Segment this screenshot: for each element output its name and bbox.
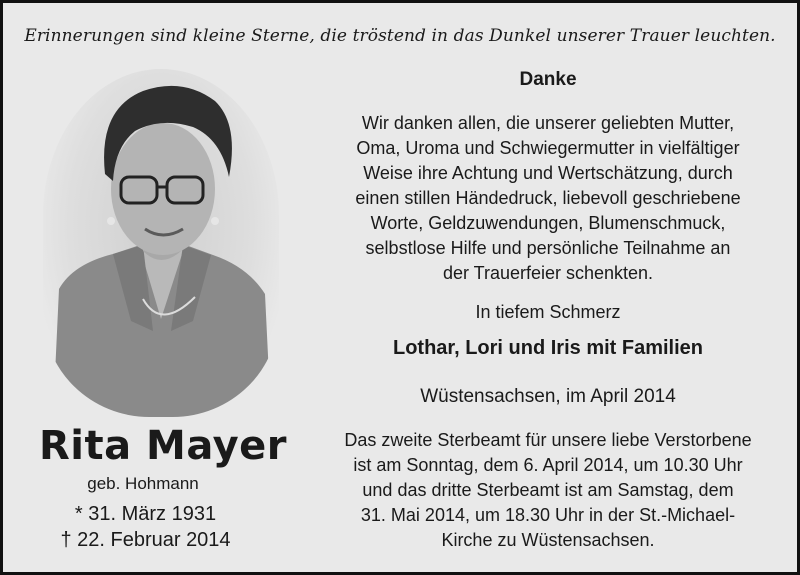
thanks-line: Wir danken allen, die unserer geliebten Mutter, [361, 113, 735, 133]
thanks-line: Oma, Uroma und Schwiegermutter in vielfältiger [356, 138, 740, 158]
service-line: Das zweite Sterbeamt für unsere liebe Verstorbene [344, 430, 752, 450]
thanks-line: der Trauerfeier schenkten. [442, 263, 654, 283]
thanks-title: Danke [519, 69, 577, 90]
thanks-line: einen stillen Händedruck, liebevoll geschriebene [355, 188, 741, 208]
thanks-line: Weise ihre Achtung und Wertschätzung, durch [363, 163, 733, 183]
service-line: und das dritte Sterbeamt ist am Samstag, dem [362, 480, 734, 500]
deceased-name: Rita Mayer [38, 423, 288, 469]
portrait-illustration [43, 69, 279, 417]
maiden-name: geb. Hohmann [87, 474, 199, 493]
death-date: † 22. Februar 2014 [60, 529, 231, 551]
service-line: 31. Mai 2014, um 18.30 Uhr in der St.-Michael- [360, 505, 736, 525]
portrait-photo [43, 69, 279, 417]
service-line: ist am Sonntag, dem 6. April 2014, um 10.30 Uhr [353, 455, 743, 475]
thanks-line: Worte, Geldzuwendungen, Blumenschmuck, [370, 213, 726, 233]
family-signature: Lothar, Lori und Iris mit Familien [392, 337, 704, 359]
birth-date: * 31. März 1931 [74, 503, 217, 525]
service-notice [308, 428, 788, 553]
place-date: Wüstensachsen, im April 2014 [420, 386, 676, 407]
thanks-line: selbstlose Hilfe und persönliche Teilnahme an [365, 238, 731, 258]
service-line: Kirche zu Wüstensachsen. [441, 530, 655, 550]
motto-line: Erinnerungen sind kleine Sterne, die tröstend in das Dunkel unserer Trauer leuchten. [24, 26, 776, 46]
thanks-text [308, 111, 788, 286]
grief-line: In tiefem Schmerz [475, 302, 621, 322]
